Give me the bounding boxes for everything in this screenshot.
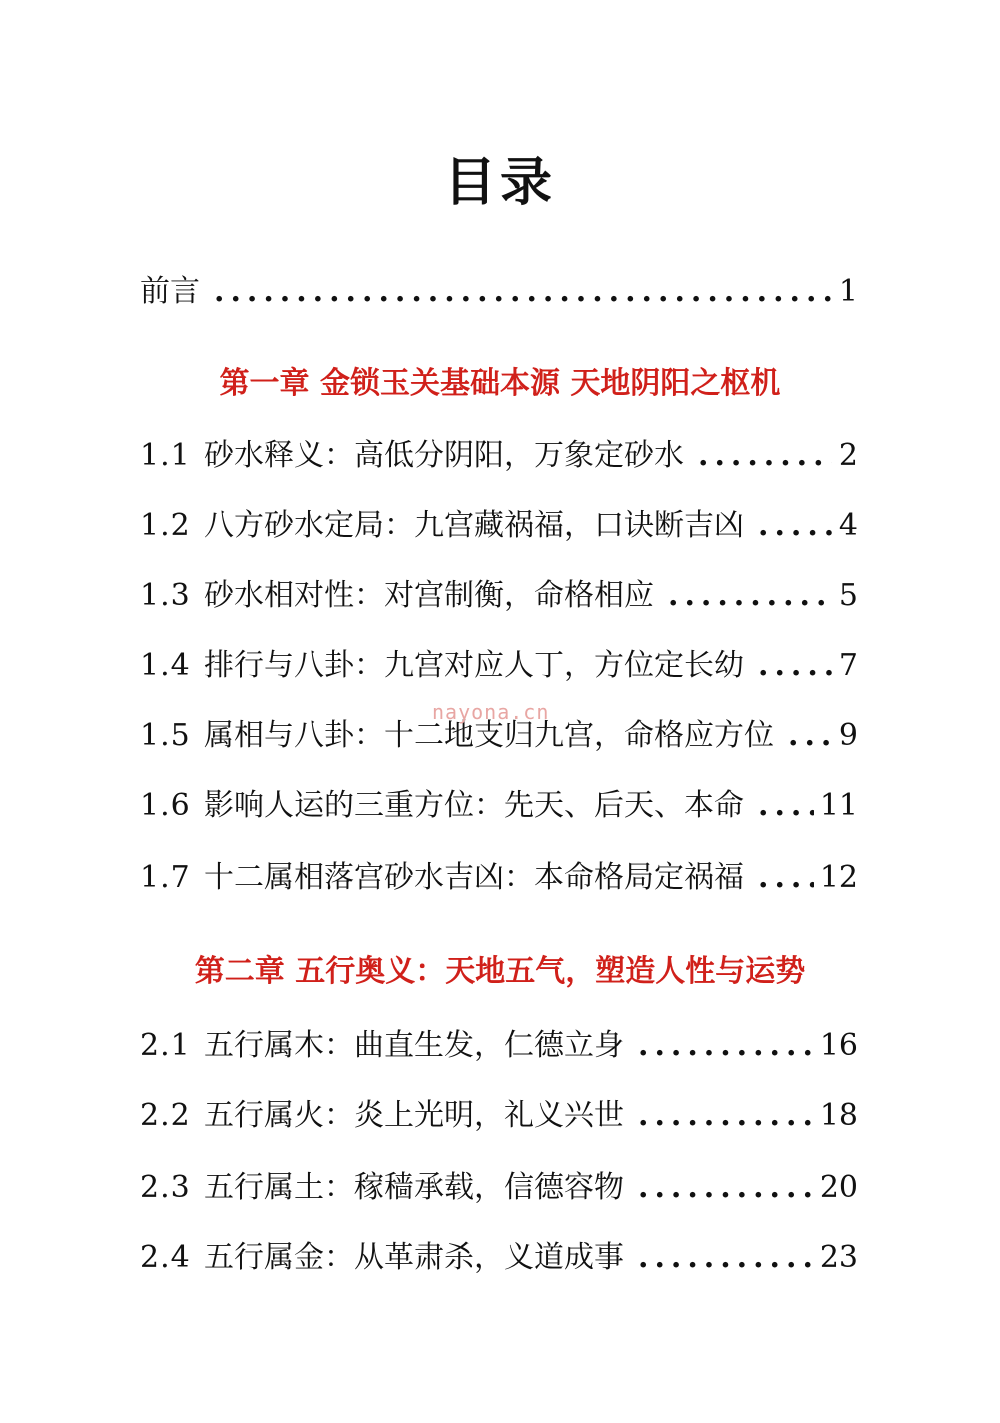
toc-entry-page: 16 (819, 1028, 858, 1063)
section-number: 1.6 (140, 788, 191, 823)
toc-entry-page: 9 (838, 718, 858, 753)
toc-entry-title: 砂水释义：高低分阴阳，万象定砂水 (204, 438, 684, 473)
leader-dots (214, 270, 832, 314)
toc-entry[interactable] (140, 574, 858, 618)
toc-entry-page: 2 (838, 438, 858, 473)
section-number: 2.4 (140, 1240, 191, 1275)
leader-dots (638, 1094, 814, 1138)
section-number: 1.4 (140, 648, 191, 683)
toc-entry-page: 1 (838, 274, 858, 309)
toc-entry-page: 18 (819, 1098, 858, 1133)
toc-entry-title: 属相与八卦：十二地支归九宫，命格应方位 (204, 718, 774, 753)
section-number: 1.1 (140, 438, 191, 473)
toc-entry[interactable] (140, 784, 858, 828)
toc-entry[interactable] (140, 856, 858, 900)
leader-dots (638, 1024, 814, 1068)
section-number: 2.3 (140, 1170, 191, 1205)
leader-dots (668, 574, 832, 618)
toc-entry-page: 12 (819, 860, 858, 895)
toc-entry-title: 砂水相对性：对宫制衡，命格相应 (204, 578, 654, 613)
watermark: nayona.cn (432, 700, 550, 724)
toc-entry[interactable] (140, 1166, 858, 1210)
leader-dots (638, 1166, 814, 1210)
toc-entry-page: 20 (819, 1170, 858, 1205)
leader-dots (638, 1236, 814, 1280)
leader-dots (758, 644, 832, 688)
toc-entry[interactable] (140, 504, 858, 548)
toc-entry[interactable] (140, 434, 858, 478)
toc-entry-title: 十二属相落宫砂水吉凶：本命格局定祸福 (204, 860, 744, 895)
toc-entry-title: 排行与八卦：九宫对应人丁，方位定长幼 (204, 648, 744, 683)
section-number: 2.1 (140, 1028, 191, 1063)
section-number: 1.7 (140, 860, 191, 895)
toc-entry-title: 五行属金：从革肃杀，义道成事 (204, 1240, 624, 1275)
toc-entry[interactable] (140, 1236, 858, 1280)
leader-dots (758, 504, 832, 548)
toc-entry-page: 5 (838, 578, 858, 613)
page-title: 目录 (443, 153, 556, 213)
toc-entry-title: 八方砂水定局：九宫藏祸福，口诀断吉凶 (204, 508, 744, 543)
toc-entry[interactable] (140, 1024, 858, 1068)
section-number: 1.5 (140, 718, 191, 753)
toc-entry-title: 五行属土：稼穑承载，信德容物 (204, 1170, 624, 1205)
toc-entry-page: 4 (838, 508, 858, 543)
toc-entry[interactable] (140, 644, 858, 688)
leader-dots (698, 434, 832, 478)
toc-entry[interactable] (140, 1094, 858, 1138)
section-number: 1.3 (140, 578, 191, 613)
section-number: 1.2 (140, 508, 191, 543)
toc-entry-title: 前言 (140, 274, 200, 309)
chapter-heading-2[interactable]: 第二章 五行奥义：天地五气，塑造人性与运势 (194, 954, 806, 989)
leader-dots (758, 856, 814, 900)
toc-entry-preface[interactable] (140, 270, 858, 314)
leader-dots (758, 784, 814, 828)
toc-entry-title: 五行属火：炎上光明，礼义兴世 (204, 1098, 624, 1133)
toc-entry-page: 11 (819, 788, 858, 823)
toc-entry-title: 五行属木：曲直生发，仁德立身 (204, 1028, 624, 1063)
chapter-heading-1[interactable]: 第一章 金锁玉关基础本源 天地阴阳之枢机 (219, 366, 781, 401)
toc-entry-title: 影响人运的三重方位：先天、后天、本命 (204, 788, 744, 823)
leader-dots (788, 714, 832, 758)
toc-entry-page: 7 (838, 648, 858, 683)
section-number: 2.2 (140, 1098, 191, 1133)
toc-entry-page: 23 (819, 1240, 858, 1275)
